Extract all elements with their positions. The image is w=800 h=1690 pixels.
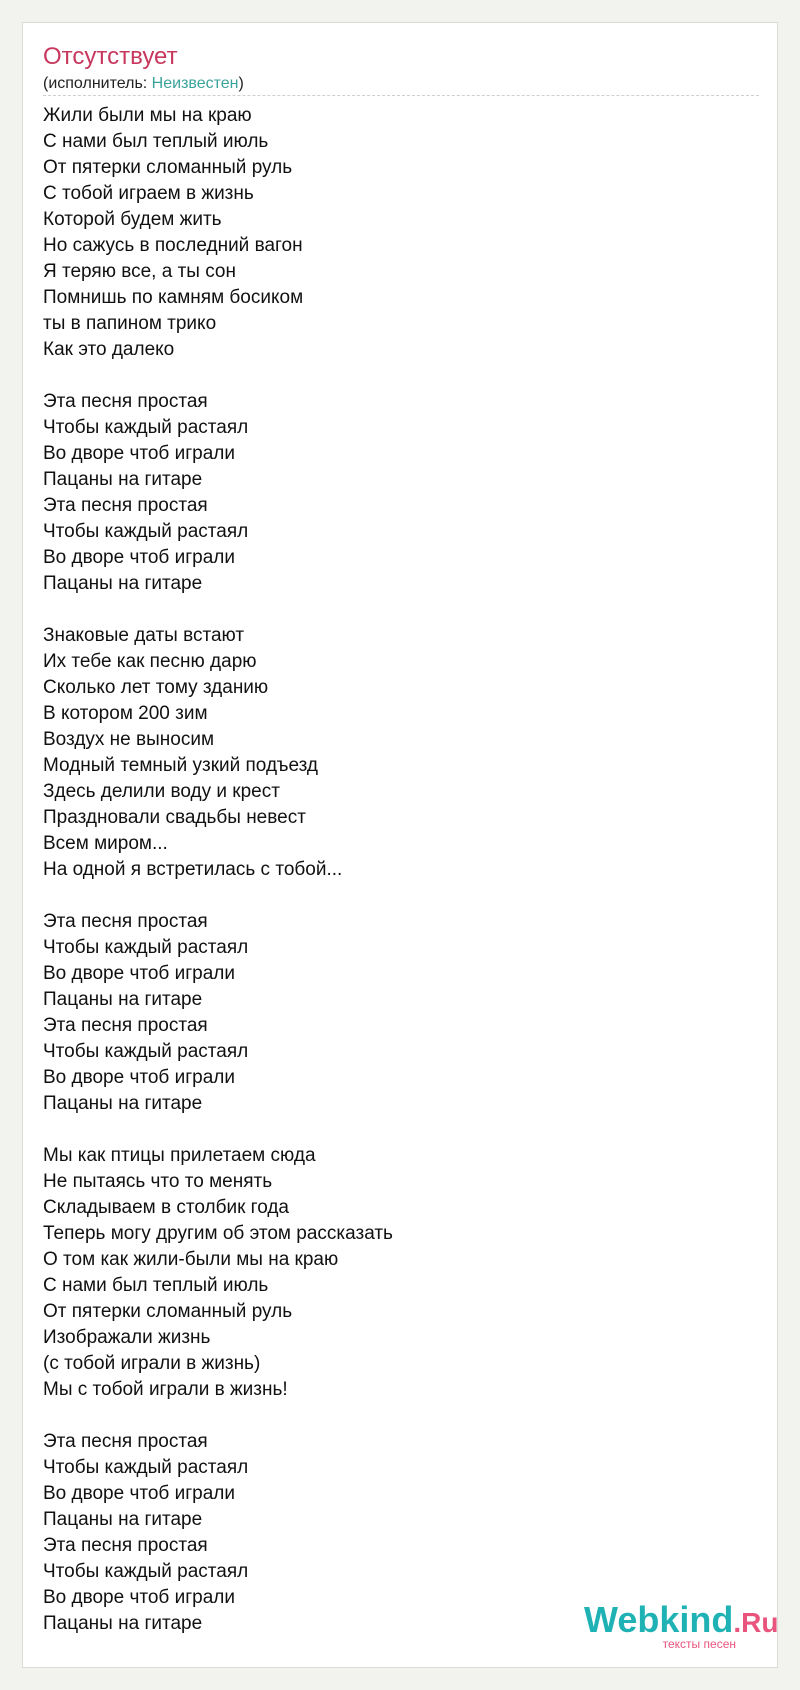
lyric-line: Здесь делили воду и крест <box>43 781 280 802</box>
lyric-line: Воздух не выносим <box>43 729 215 750</box>
lyric-line: Знаковые даты встают <box>43 625 245 646</box>
lyric-line: Складываем в столбик года <box>43 1197 289 1218</box>
lyric-line: Помнишь по камням босиком <box>43 287 304 308</box>
lyric-line: Не пытаясь что то менять <box>43 1171 273 1192</box>
lyric-line: Эта песня простая <box>43 495 208 516</box>
lyric-line: Чтобы каждый растаял <box>43 417 249 438</box>
lyric-line: Во дворе чтоб играли <box>43 443 235 464</box>
lyric-line: Мы с тобой играли в жизнь! <box>43 1379 288 1400</box>
stanza-gap <box>43 597 759 623</box>
lyric-line: Чтобы каждый растаял <box>43 1457 249 1478</box>
lyric-line: Пацаны на гитаре <box>43 1093 203 1114</box>
lyric-line: Эта песня простая <box>43 1535 208 1556</box>
lyric-line: Пацаны на гитаре <box>43 1613 203 1634</box>
lyric-line: Во дворе чтоб играли <box>43 1587 235 1608</box>
lyric-line: Эта песня простая <box>43 911 208 932</box>
lyric-line: Пацаны на гитаре <box>43 1509 203 1530</box>
lyric-line: (с тобой играли в жизнь) <box>43 1353 261 1374</box>
lyric-line: Но сажусь в последний вагон <box>43 235 303 256</box>
lyric-line: Во дворе чтоб играли <box>43 547 235 568</box>
lyric-line: От пятерки сломанный руль <box>43 1301 293 1322</box>
lyric-line: Всем миром... <box>43 833 168 854</box>
header-divider <box>43 95 759 96</box>
lyric-line: Эта песня простая <box>43 1431 208 1452</box>
lyric-line: Пацаны на гитаре <box>43 989 203 1010</box>
logo-tld: .Ru <box>733 1607 779 1638</box>
lyric-line: Эта песня простая <box>43 1015 208 1036</box>
lyric-line: Во дворе чтоб играли <box>43 1483 235 1504</box>
lyrics-card <box>22 22 778 1668</box>
lyric-line: Праздновали свадьбы невест <box>43 807 306 828</box>
lyric-line: На одной я встретилась с тобой... <box>43 859 343 880</box>
song-title: Отсутствует <box>43 43 178 70</box>
artist-link[interactable]: Неизвестен <box>151 75 239 92</box>
lyric-line: Теперь могу другим об этом рассказать <box>43 1223 393 1244</box>
lyric-line: Чтобы каждый растаял <box>43 937 249 958</box>
lyric-line: Чтобы каждый растаял <box>43 521 249 542</box>
lyric-line: Чтобы каждый растаял <box>43 1041 249 1062</box>
lyric-line: Их тебе как песню дарю <box>43 651 257 672</box>
lyric-line: Модный темный узкий подъезд <box>43 755 319 776</box>
lyric-line: Сколько лет тому зданию <box>43 677 269 698</box>
lyric-line: От пятерки сломанный руль <box>43 157 293 178</box>
lyric-line: Эта песня простая <box>43 391 208 412</box>
artist-prefix: (исполнитель: <box>43 75 152 92</box>
site-logo[interactable] <box>584 1599 779 1651</box>
lyric-line: С тобой играем в жизнь <box>43 183 254 204</box>
lyric-line: Чтобы каждый растаял <box>43 1561 249 1582</box>
stanza-gap <box>43 883 759 909</box>
lyric-line: ты в папином трико <box>43 313 217 334</box>
artist-suffix: ) <box>238 75 244 92</box>
lyric-line: С нами был теплый июль <box>43 1275 269 1296</box>
lyric-line: Как это далеко <box>43 339 175 360</box>
lyric-line: Во дворе чтоб играли <box>43 1067 235 1088</box>
logo-tagline: тексты песен <box>662 1637 736 1651</box>
lyric-line: Пацаны на гитаре <box>43 469 203 490</box>
lyric-line: Которой будем жить <box>43 209 222 230</box>
stanza-gap <box>43 363 759 389</box>
stanza-gap <box>43 1403 759 1429</box>
lyric-line: Я теряю все, а ты сон <box>43 261 236 282</box>
lyric-line: Во дворе чтоб играли <box>43 963 235 984</box>
lyric-line: Изображали жизнь <box>43 1327 211 1348</box>
artist-line <box>43 74 244 94</box>
logo-word: Webkind <box>584 1599 734 1640</box>
stanza-gap <box>43 1117 759 1143</box>
lyric-line: Мы как птицы прилетаем сюда <box>43 1145 316 1166</box>
lyric-line: О том как жили-были мы на краю <box>43 1249 339 1270</box>
lyric-line: С нами был теплый июль <box>43 131 269 152</box>
lyric-line: В котором 200 зим <box>43 703 208 724</box>
lyric-line: Жили были мы на краю <box>43 105 252 126</box>
lyric-line: Пацаны на гитаре <box>43 573 203 594</box>
lyrics-body <box>43 103 759 1637</box>
